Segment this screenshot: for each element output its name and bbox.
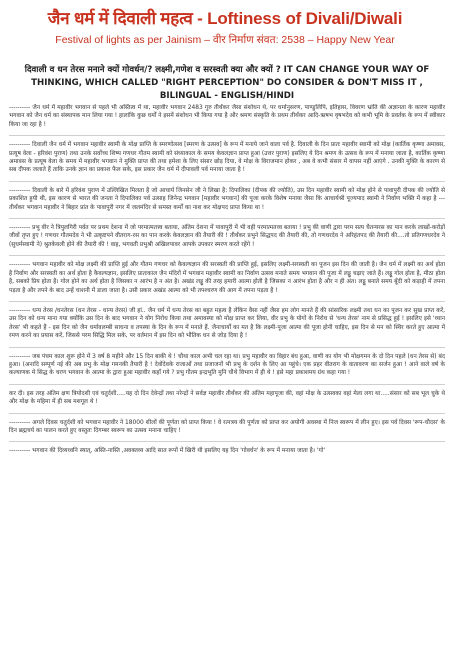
divider (9, 384, 445, 385)
paragraph: ---------- दिवाली जैन धर्म में भगवान महावीर स्वामी के मोक्ष प्राप्ति के स्मरणोत्सव [स्मरण के उत्सव] के रूप में मनाये जाने वाला पर्व है. दिवाली के दिन प्रातः महावीर स्वामी को मोक्ष (कार्तिक कृष्णा अमावस, प्रत्यूष वेला - हरिवंश पुराण) तथा उनके सर्वोच्च शिष्य गणधर गौतम स्वामी को संध्याकाल के समय केवलज्ञान प्राप्त हुआ (उत्तर पुराण) इसलिए ये दिन श्रमण के उत्सव के रूप में मनाया जाता है, कार्तिक कृष्णा अमावस के प्रत्यूष वेला के समय में महावीर भगवान ने मुक्ति प्राप्त की तथा हमेशा के लिए संसार छोड़ दिया, वे मोक्ष के विराजमान होकर , अब वे कभी संसार में वापस नहीं आएंगे . उनकी मुक्ति के कारण से सब दीपक जलाते हैं ताकि उनके ज्ञान का प्रकाश फैल सके, इस प्रकार जैन धर्म में दीपावली पर्व मनाया जाता है ! (9, 142, 445, 174)
paragraph: ---------- भगवान की दिव्यध्वनि स्यात्, अस्ति-नास्ति ,अवक्तव्य आदि सात रूपों में खिरी थी इसलिए यह दिन 'गोवर्धन' के रूप में मनाया जाता है। 'गो' (9, 448, 325, 455)
paragraph: ---------- जब पंचम काल शुरू होने में 3 वर्ष 8 महीने और 15 दिन बाकी थे ! चौथा काल अभी चल रहा था। प्रभु महावीर का विहार बंध हुआ, वाणी का योग भी मोक्षगमन के दो दिन पहले (धन तेरस से) बंद हुआ। (अनादि सम्पूर्ण नई की अब प्रभु के मोक्ष गमनकी तैयारी है ! देवोंदेवके राजाओं तथा प्रजाजनों भी प्रभु के दर्शन के लिए आ पहुंचे। एक प्रहर वीतराग के वातावरण का सर्जन हुआ ! आने वाले वर्ष के कल्याणक मे सिद्ध के चरण भगवान के आत्मा के द्वारा हुआ महावीर कहाँ गये ? प्रभु गौतम इन्द्रभूति मुनि चौथे विभाग में ही थे ! इसे महा प्रकाशमय ग्रंथ कहा गया ! (9, 353, 445, 377)
divider (9, 413, 445, 414)
paragraph: ---------- धन्य तेरस /धनतेरस (धन तेरस - धान्य तेरस) जी हां.. जैन धर्म में धन्य तेरस का बहुत महत्व है लेकिन वैसा नहीं जैसा हम लोग मानते हैं की सांसारिक लक्ष्मी तथा धन का पूजन कर सुख प्राप्त करें, उस दिन को धन्य माना गया क्योंकि उस दिन के बाद भगवान ने योग निरोध किया तथा अमावस्या को मोक्ष प्राप्त कर लिया, वीर प्रभु के योगों के निरोध से 'धन्य तेरस' नाम से प्रसिद्ध हुई ! इसलिए इसे 'ध्यान तेरस' भी कहते हैं - इस दिन को जैन धर्मावलम्बी साधना व तपस्या के दिन के रूप में मनाते हैं. जैनाचार्यों का मत है कि लक्ष्मी-पूजा आत्मा की पूजा होनी चाहिए, इस दिन से मन को स्थिर करते हुए आत्मा में रमण करने का प्रयास करें, जिससे परम सिद्धि मिल सके, पर वर्तमान में इस दिन को भौतिक धन से जोड़ दिया है ! (9, 307, 445, 340)
paragraph: ---------- भगवान महावीर को मोक्ष लक्ष्मी की प्राप्ति हुई और गौतम गणधर को कैवल्यज्ञान की सरस्वती की प्राप्ति हुई, इसलिए लक्ष्मी-सरस्वती का पूजन इस दिन की जाती है। जैन धर्म में लक्ष्मी का अर्थ होता है निर्वाण और सरस्वती का अर्थ होता है कैवल्यज्ञान, इसलिए प्रातःकाल जैन मंदिरों में भगवान महावीर स्वामी का निर्वाण उत्सव मनाते समय भगवान की पूजा में लड्डू चढ़ाए जाते हैं। लड्डू गोल होता है, मीठा होता है, सबको प्रिय होता है। गोल होने का अर्थ होता है जिसका न आरंभ है न अंत है। अखंड लड्डू की तरह हमारी आत्मा होती है जिसका न आरंभ होता है और न ही अंत। लड्डू बनाते समय बूँदी को कड़ाही में तपना पड़ता है और तपने के बाद उन्हें चाशनी में डाला जाता है। उसी प्रकार अखंड आत्मा को भी तपश्चरण की आग में तपना पड़ता है ! (9, 262, 445, 294)
paragraph: ---------- जैन धर्म में महावीर भगवान से पहले भी अस्तित्व में था, महावीर भगवान 2483 गुरु तीर्थंकर जैसा संशोधन थे, पर धर्मानुसरण, पाण्डुलिपि, इतिहास, विवरण भ्रांति की अज्ञानता के कारण महावीर भगवान को जैन धर्म का संस्थापक मान लिया गया ! हालांकि कुछ धर्मों ने इसमें संशोधन भी किया गया है और श्रमण संस्कृति के प्रथम तीर्थंकर आदि-ऋषभ वृषभदेव को कभी भूमि के प्रवर्तक के रूप में स्वीकार किया जा रहा है ! (9, 105, 445, 128)
divider (9, 255, 445, 256)
page-subtitle: Festival of lights as per Jainism – वीर निर्माण संवत: 2538 – Happy New Year (55, 34, 395, 46)
divider (9, 301, 445, 302)
paragraph: ---------- अगले दिवस चतुर्दशी को भगवान महावीर ने 18000 शीलों की पूर्णता को प्राप्त किया ! वे रत्नत्रय की पूर्णता को प्राप्त कर अयोगी अवस्था में निज स्वरूप में लीन हुए। इस पर्व दिवस 'रूप-चौदस' के दिन ब्रह्मचर्य का पालन करते हुए वस्तुतः दिगम्बर स्वरूप का उत्सव मनाना चाहिए ! (9, 419, 445, 434)
page-title: जैन धर्म में दिवाली महत्व - Loftiness of Divali/Diwali (47, 9, 403, 28)
divider (9, 181, 445, 182)
article-heading: दिवाली व धन तेरस मनाने क्यों गोवर्धन/? लक्ष्मी,गणेश व सरस्वती क्या और क्यों ? IT CAN CHANGE YOUR WAY OF THINKING, WHICH CALLED "RIGHT PERCEPTION" DO CONSIDER & DON'T MISS IT , BILINGUAL - ENGLISH/HINDI (24, 65, 430, 101)
paragraph: कर दी। इस तरह अंतिम क्षण त्रियोदशी एवं चतुर्दशी.....यह दो दिन देवेन्द्रों तथा नरेन्द्रों ने सर्वज्ञ महावीर तीर्थंकर की अंतिम महापूजा की, वहां मोक्ष के उत्सवका वहां मेला लगा था.....संसार को सब भूल चुके थे और मोक्ष के महिमा में ही सब मशगूल थे ! (9, 390, 445, 406)
divider (9, 135, 445, 136)
divider (9, 218, 445, 219)
paragraph: ---------- दिवाली के बारे में हरिवंश पुराण में उल्लिखित मिलता है जो आचार्य जिनसेन जी ने लिखा है: दिपालिका (दीपक की ज्योति), उस दिन महावीर स्वामी को मोक्ष होने से पावापुरी दीपक की ज्योति से प्रकाशित हुयी थी, इस कारण से भारत की जनता ने दिपालिका पर्व उत्साह जिनेन्द्र भगवान [महावीर भगवान] की पूजा करके विशेष मनाया जैसा कि आचार्यश्री पूज्यपाद स्वामी ने निर्वाण भक्ति में कहा है --- तीर्थंकर भगवान महावीर ने बिहार प्रांत के पावापुरी नगर में जलमंदिर से समस्त कर्मों का नाश कर मोक्षपद प्राप्त किया था ! (9, 187, 445, 211)
article-body (9, 104, 445, 644)
paragraph: ---------- प्रभु वीर ने त्रिपुलगिरी पर्वत पर प्रथम देशना में जो परमात्मतत्त्व बताया, अंतिम देशना में पावापुरी में भी वही परमात्मतत्त्व बताया ! प्रभु की वाणी द्वारा परम सत्य चैतन्यरस का पान करके लाखों-करोड़ों जीवों तृप्त हुए ! गणधर गौतमदेव ने भी उत्कृष्टपने वीतराग-रस का पान करके केवलज्ञान की तैयारी की ! तीर्थंकर प्रभुने सिद्धपद की तैयारी की, तो गणधरदेव ने अरिहंतपद की तैयारी की....तो प्रतिगणधरदेव ने (सुधर्मस्वामी ने) श्रुतकेवली होने की तैयारी की ! वाह, भगवती प्रभुश्री अखिलपावर आपके उपकार स्मरण करते रहेंगे ! (9, 225, 445, 248)
divider (9, 441, 445, 442)
divider (9, 347, 445, 348)
